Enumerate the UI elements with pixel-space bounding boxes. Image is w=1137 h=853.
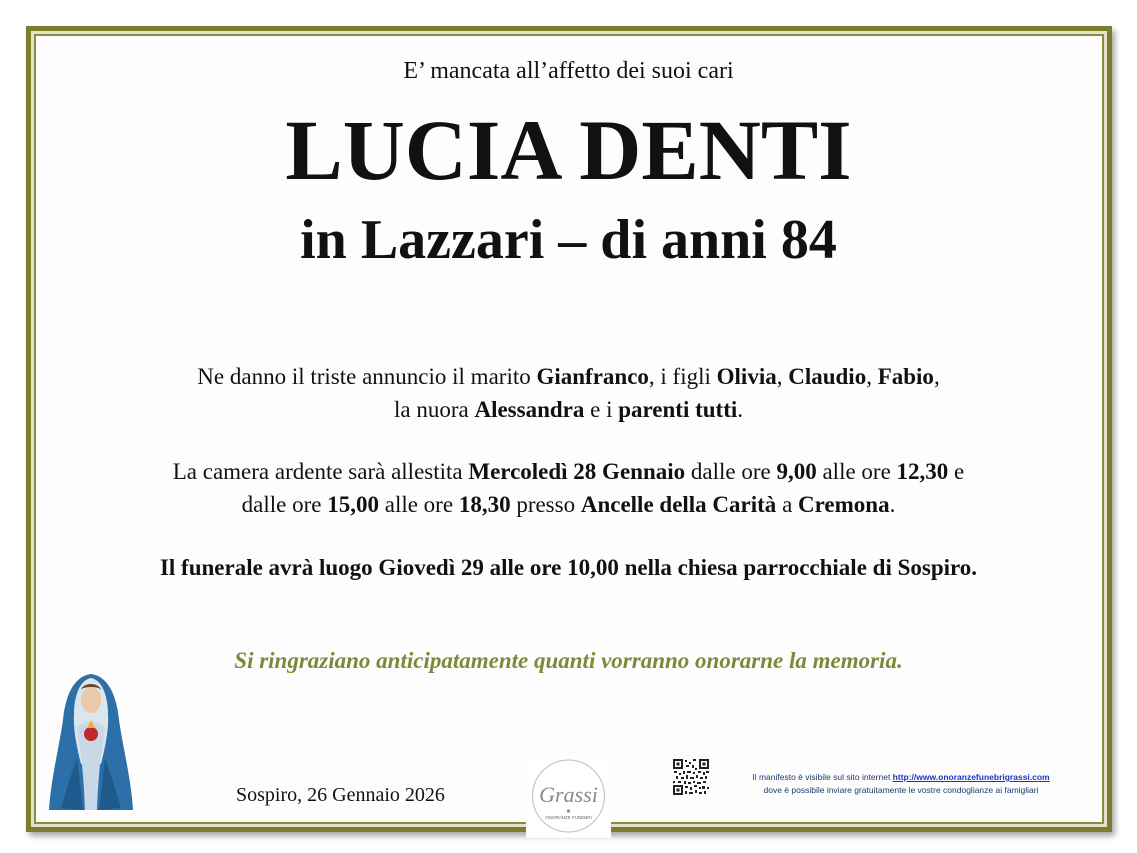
- date-place: Sospiro, 26 Gennaio 2026: [236, 784, 445, 806]
- website-note-line-2: dove è possibile inviare gratuitamente le vostre condoglianze ai famigliari: [763, 785, 1039, 795]
- child-name: Fabio: [877, 364, 934, 389]
- wake-time: 9,00: [776, 459, 817, 484]
- wake-place: Ancelle della Carità: [580, 492, 777, 517]
- announcement-paragraph: [0, 360, 1137, 426]
- wake-time: 18,30: [458, 492, 511, 517]
- relatives: parenti tutti: [618, 397, 738, 422]
- wake-city: Cremona: [798, 492, 890, 517]
- qr-code-icon[interactable]: [673, 759, 709, 795]
- wake-paragraph: [0, 455, 1137, 521]
- website-note: [715, 771, 1087, 797]
- logo-name: Grassi: [539, 782, 598, 807]
- announcement-line-1: Ne danno il triste annuncio il marito Gianfranco, i figli Olivia, Claudio, Fabio,: [197, 364, 940, 389]
- announcement-line-2: la nuora Alessandra e i parenti tutti.: [393, 397, 744, 422]
- child-name: Claudio: [788, 364, 867, 389]
- thanks-text: Si ringraziano anticipatamente quanti vorranno onorarne la memoria.: [234, 648, 903, 673]
- logo-subtitle: ONORANZE FUNEBRI: [545, 815, 592, 820]
- wake-date: Mercoledì 28 Gennaio: [468, 459, 686, 484]
- madonna-image: [47, 668, 135, 810]
- deceased-name: LUCIA DENTI: [285, 102, 852, 198]
- deceased-subtitle: in Lazzari – di anni 84: [300, 209, 837, 271]
- wake-line-1: La camera ardente sarà allestita Mercoledì 28 Gennaio dalle ore 9,00 alle ore 12,30 e: [172, 459, 965, 484]
- child-name: Olivia: [716, 364, 777, 389]
- intro-text: E’ mancata all’affetto dei suoi cari: [403, 58, 734, 84]
- funeral-text: Il funerale avrà luogo Giovedì 29 alle ore 10,00 nella chiesa parrocchiale di Sospiro.: [159, 555, 978, 580]
- grassi-logo: [526, 756, 611, 838]
- daughter-in-law-name: Alessandra: [474, 397, 585, 422]
- wake-time: 15,00: [327, 492, 379, 517]
- wake-line-2: dalle ore 15,00 alle ore 18,30 presso Ancelle della Carità a Cremona.: [241, 492, 896, 517]
- wake-time: 12,30: [896, 459, 949, 484]
- website-link[interactable]: http://www.onoranzefunebrigrassi.com: [892, 772, 1050, 782]
- website-note-line-1: Il manifesto è visibile sul sito internet http://www.onoranzefunebrigrassi.com: [752, 772, 1050, 782]
- husband-name: Gianfranco: [536, 364, 649, 389]
